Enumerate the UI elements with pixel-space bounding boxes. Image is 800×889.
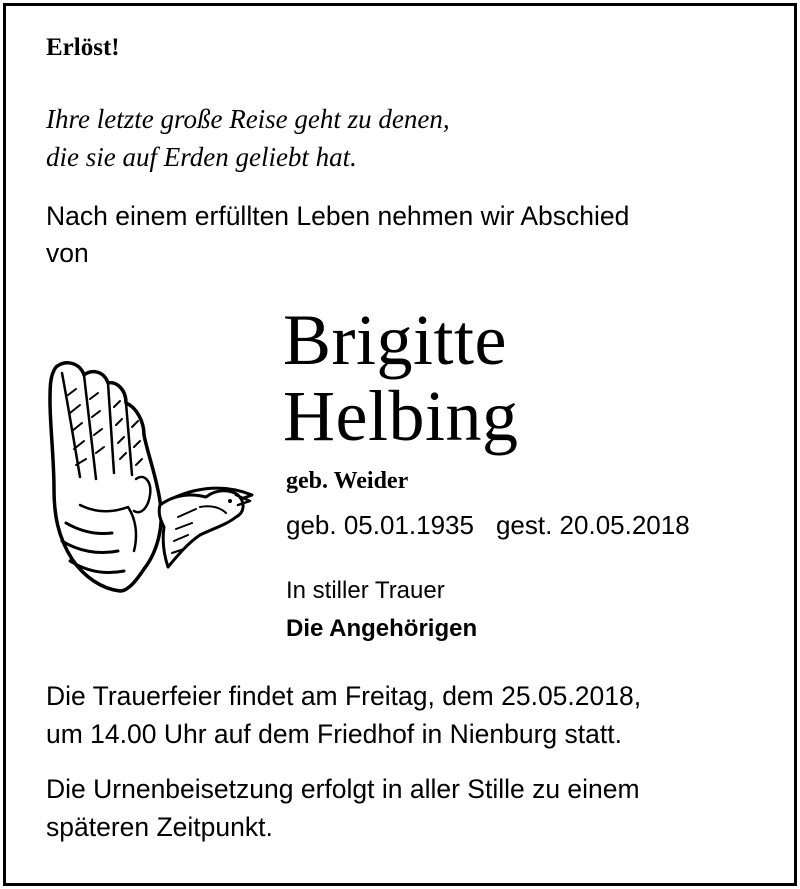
service-line-2: um 14.00 Uhr auf dem Friedhof in Nienburg statt.: [46, 719, 622, 749]
birth-date: geb. 05.01.1935: [286, 510, 474, 540]
service-line-1: Die Trauerfeier findet am Freitag, dem 25.05.2018,: [46, 681, 642, 711]
service-info: [46, 677, 641, 753]
deceased-name: [283, 302, 518, 454]
intro-line-2: von: [46, 238, 89, 268]
praying-hands-with-dove-icon: [40, 355, 255, 595]
urn-line-1: Die Urnenbeisetzung erfolgt in aller Stille zu einem: [46, 774, 640, 804]
headline: Erlöst!: [46, 34, 120, 61]
intro-line-1: Nach einem erfüllten Leben nehmen wir Abschied: [46, 201, 630, 231]
life-dates: [286, 510, 690, 541]
mourning-line: In stiller Trauer: [286, 577, 445, 604]
urn-info: [46, 770, 640, 846]
urn-line-2: späteren Zeitpunkt.: [46, 812, 273, 842]
intro-text: [46, 198, 629, 272]
last-name: Helbing: [283, 376, 519, 456]
first-name: Brigitte: [283, 300, 507, 380]
verse-line-2: die sie auf Erden geliebt hat.: [46, 142, 357, 172]
verse: [46, 100, 450, 176]
maiden-name: geb. Weider: [286, 468, 409, 494]
death-date: gest. 20.05.2018: [495, 510, 690, 540]
signature: Die Angehörigen: [286, 615, 478, 642]
verse-line-1: Ihre letzte große Reise geht zu denen,: [46, 104, 450, 134]
